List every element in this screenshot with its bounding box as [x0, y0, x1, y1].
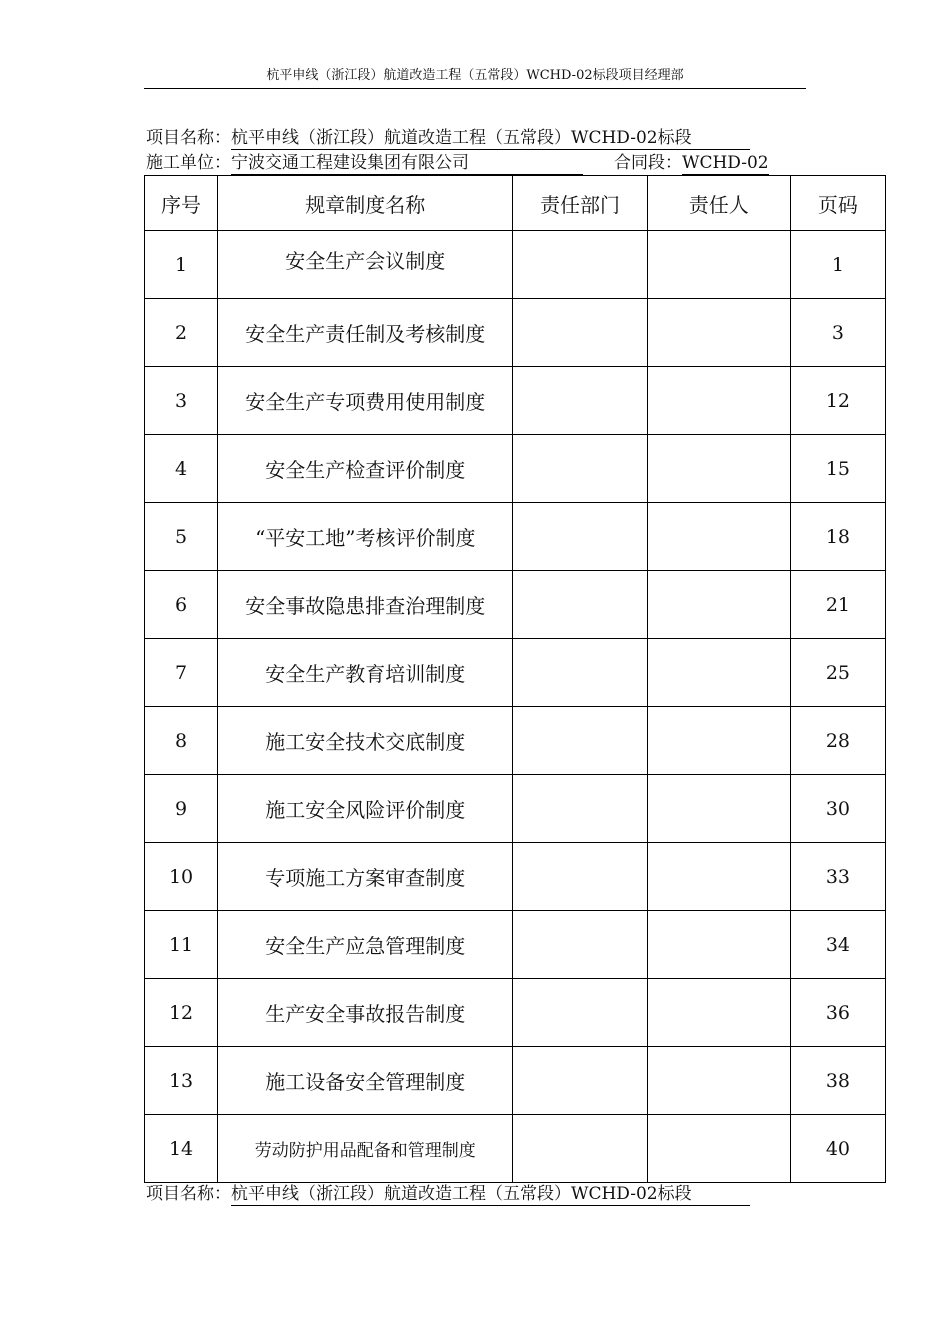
row-person	[647, 843, 790, 911]
row-page: 1	[790, 231, 885, 299]
table-row	[145, 571, 886, 639]
row-dept	[513, 435, 647, 503]
row-no: 2	[145, 299, 218, 367]
header-dept: 责任部门	[513, 176, 647, 231]
row-person	[647, 911, 790, 979]
row-dept	[513, 843, 647, 911]
row-person	[647, 775, 790, 843]
contract-label: 合同段：	[614, 153, 682, 173]
construction-unit-line	[146, 152, 769, 175]
row-person	[647, 299, 790, 367]
row-person	[647, 1115, 790, 1183]
construction-unit-label: 施工单位：	[146, 153, 231, 173]
row-person	[647, 231, 790, 299]
row-person	[647, 503, 790, 571]
row-name: 生产安全事故报告制度	[218, 979, 513, 1047]
project-name-line	[146, 127, 750, 150]
row-name: 安全生产责任制及考核制度	[218, 299, 513, 367]
row-no: 12	[145, 979, 218, 1047]
row-person	[647, 979, 790, 1047]
table-row	[145, 367, 886, 435]
row-dept	[513, 571, 647, 639]
project-name-label: 项目名称：	[146, 128, 231, 148]
row-person	[647, 1047, 790, 1115]
row-page: 33	[790, 843, 885, 911]
row-dept	[513, 367, 647, 435]
row-page: 28	[790, 707, 885, 775]
table-row	[145, 639, 886, 707]
row-no: 1	[145, 231, 218, 299]
row-dept	[513, 979, 647, 1047]
row-dept	[513, 231, 647, 299]
row-person	[647, 435, 790, 503]
table-row	[145, 1115, 886, 1183]
table-row	[145, 231, 886, 299]
row-page: 15	[790, 435, 885, 503]
row-page: 12	[790, 367, 885, 435]
page-header	[144, 66, 806, 89]
row-no: 13	[145, 1047, 218, 1115]
row-page: 18	[790, 503, 885, 571]
header-name: 规章制度名称	[218, 176, 513, 231]
row-name: 安全生产检查评价制度	[218, 435, 513, 503]
footer-project-value: 杭平申线（浙江段）航道改造工程（五常段）WCHD-02标段	[231, 1183, 750, 1206]
row-page: 34	[790, 911, 885, 979]
row-page: 36	[790, 979, 885, 1047]
row-name: 安全生产会议制度	[218, 231, 513, 299]
row-dept	[513, 299, 647, 367]
row-page: 25	[790, 639, 885, 707]
row-name: 施工安全技术交底制度	[218, 707, 513, 775]
row-no: 4	[145, 435, 218, 503]
row-person	[647, 707, 790, 775]
table-row	[145, 843, 886, 911]
row-name: 专项施工方案审查制度	[218, 843, 513, 911]
row-dept	[513, 639, 647, 707]
row-name: “平安工地”考核评价制度	[218, 503, 513, 571]
row-name: 施工安全风险评价制度	[218, 775, 513, 843]
row-name: 安全事故隐患排查治理制度	[218, 571, 513, 639]
row-page: 40	[790, 1115, 885, 1183]
row-no: 14	[145, 1115, 218, 1183]
row-page: 21	[790, 571, 885, 639]
row-no: 10	[145, 843, 218, 911]
header-no: 序号	[145, 176, 218, 231]
row-dept	[513, 911, 647, 979]
row-dept	[513, 707, 647, 775]
row-no: 6	[145, 571, 218, 639]
header-person: 责任人	[647, 176, 790, 231]
table-row	[145, 707, 886, 775]
table-row	[145, 299, 886, 367]
table-row	[145, 1047, 886, 1115]
row-person	[647, 571, 790, 639]
row-page: 38	[790, 1047, 885, 1115]
contract-section	[614, 152, 769, 175]
row-no: 7	[145, 639, 218, 707]
row-no: 8	[145, 707, 218, 775]
row-person	[647, 367, 790, 435]
row-name: 施工设备安全管理制度	[218, 1047, 513, 1115]
row-no: 3	[145, 367, 218, 435]
footer-project-label: 项目名称：	[146, 1184, 231, 1204]
row-dept	[513, 1115, 647, 1183]
row-dept	[513, 1047, 647, 1115]
row-no: 11	[145, 911, 218, 979]
row-dept	[513, 775, 647, 843]
footer-project-line	[146, 1183, 750, 1206]
table-header-row	[145, 176, 886, 231]
table-row	[145, 911, 886, 979]
contract-value: WCHD-02	[682, 153, 769, 173]
header-page: 页码	[790, 176, 885, 231]
construction-unit-value: 宁波交通工程建设集团有限公司	[231, 152, 583, 175]
row-page: 3	[790, 299, 885, 367]
project-name-value: 杭平申线（浙江段）航道改造工程（五常段）WCHD-02标段	[231, 127, 750, 150]
regulations-table	[144, 175, 886, 1183]
row-page: 30	[790, 775, 885, 843]
row-no: 9	[145, 775, 218, 843]
table-row	[145, 979, 886, 1047]
table-row	[145, 775, 886, 843]
row-name: 安全生产教育培训制度	[218, 639, 513, 707]
row-person	[647, 639, 790, 707]
row-name: 安全生产应急管理制度	[218, 911, 513, 979]
row-dept	[513, 503, 647, 571]
header-title: 杭平申线（浙江段）航道改造工程（五常段）WCHD-02标段项目经理部	[266, 68, 684, 83]
row-no: 5	[145, 503, 218, 571]
table-row	[145, 435, 886, 503]
row-name: 劳动防护用品配备和管理制度	[218, 1115, 513, 1183]
table-row	[145, 503, 886, 571]
row-name: 安全生产专项费用使用制度	[218, 367, 513, 435]
